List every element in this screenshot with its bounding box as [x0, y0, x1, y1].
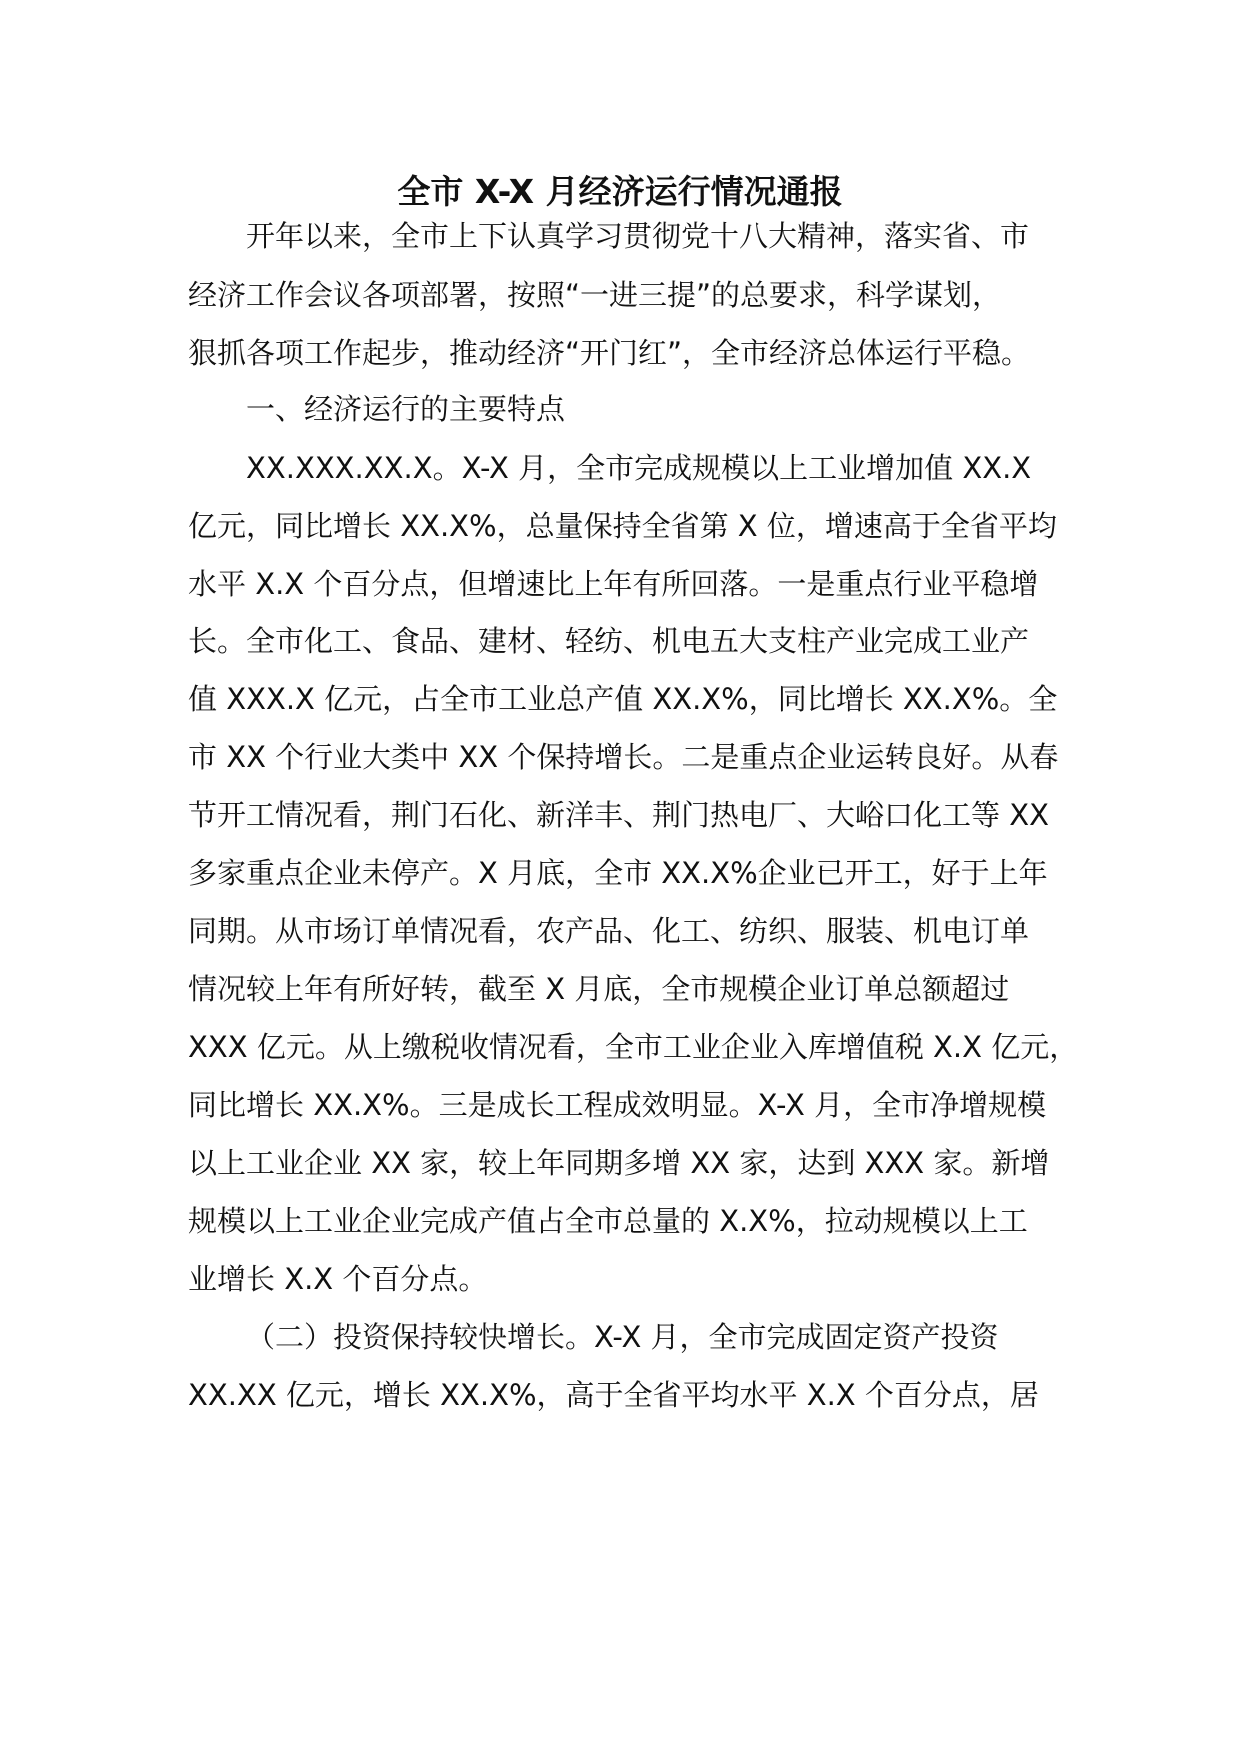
paragraph-line: （二）投资保持较快增长。X-X 月，全市完成固定资产投资 — [246, 1320, 999, 1354]
document-title: 全市 X-X 月经济运行情况通报 — [397, 172, 843, 211]
paragraph-line: 亿元，同比增长 XX.X%，总量保持全省第 X 位，增速高于全省平均 — [188, 509, 1057, 543]
paragraph-line: 狠抓各项工作起步，推动经济“开门红”，全市经济总体运行平稳。 — [188, 336, 1031, 370]
paragraph-line: 市 XX 个行业大类中 XX 个保持增长。二是重点企业运转良好。从春 — [188, 740, 1059, 774]
paragraph-line: 同比增长 XX.X%。三是成长工程成效明显。X-X 月，全市净增规模 — [188, 1088, 1047, 1122]
paragraph-line: XXX 亿元。从上缴税收情况看，全市工业企业入库增值税 X.X 亿元， — [188, 1030, 1079, 1064]
paragraph-line: 长。全市化工、食品、建材、轻纺、机电五大支柱产业完成工业产 — [188, 624, 1030, 658]
paragraph-line: XX.XX 亿元，增长 XX.X%，高于全省平均水平 X.X 个百分点，居 — [188, 1378, 1039, 1412]
paragraph-line: 值 XXX.X 亿元，占全市工业总产值 XX.X%，同比增长 XX.X%。全 — [188, 682, 1058, 716]
paragraph-line: 节开工情况看，荆门石化、新洋丰、荆门热电厂、大峪口化工等 XX — [188, 798, 1049, 832]
section-heading: 一、经济运行的主要特点 — [246, 392, 566, 426]
paragraph-line: 多家重点企业未停产。X 月底，全市 XX.X%企业已开工，好于上年 — [188, 856, 1048, 890]
paragraph-line: 情况较上年有所好转，截至 X 月底，全市规模企业订单总额超过 — [188, 972, 1010, 1006]
paragraph-line: 开年以来，全市上下认真学习贯彻党十八大精神，落实省、市 — [246, 219, 1030, 253]
paragraph-line: 水平 X.X 个百分点，但增速比上年有所回落。一是重点行业平稳增 — [188, 567, 1039, 601]
paragraph-line: 经济工作会议各项部署，按照“一进三提”的总要求，科学谋划， — [188, 278, 1002, 312]
paragraph-line: 业增长 X.X 个百分点。 — [188, 1262, 488, 1296]
paragraph-line: 以上工业企业 XX 家，较上年同期多增 XX 家，达到 XXX 家。新增 — [188, 1146, 1050, 1180]
paragraph-line: 同期。从市场订单情况看，农产品、化工、纺织、服装、机电订单 — [188, 914, 1030, 948]
paragraph-line: XX.XXX.XX.X。X-X 月，全市完成规模以上工业增加值 XX.X — [246, 451, 1032, 485]
paragraph-line: 规模以上工业企业完成产值占全市总量的 X.X%，拉动规模以上工 — [188, 1204, 1028, 1238]
